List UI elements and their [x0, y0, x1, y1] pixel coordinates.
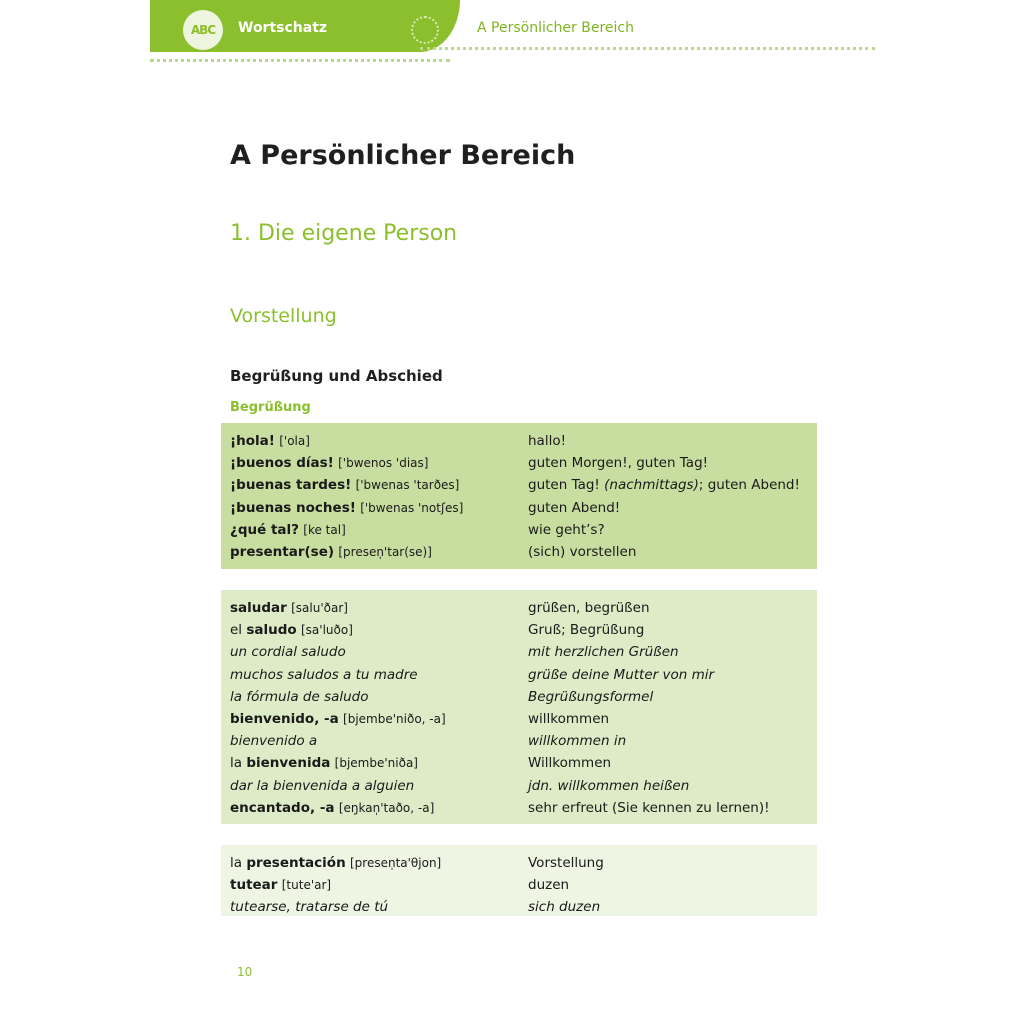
spanish-term — [230, 544, 528, 560]
german-translation — [528, 877, 817, 893]
vocab-row — [230, 430, 817, 452]
translation-text: guten Abend! — [528, 499, 621, 516]
vocab-row — [230, 686, 817, 708]
vocab-row — [230, 452, 817, 474]
vocab-row — [230, 597, 817, 619]
spanish-term — [230, 800, 528, 816]
headword: bienvenido, -a — [230, 711, 339, 728]
vocab-row — [230, 519, 817, 541]
translation-text: sehr erfreut (Sie kennen zu lernen)! — [528, 799, 770, 816]
translation-italic: jdn. willkommen heißen — [528, 777, 690, 794]
translation-text: hallo! — [528, 433, 567, 450]
german-translation — [528, 711, 817, 727]
spanish-term — [230, 644, 528, 660]
headword: presentar(se) — [230, 544, 335, 561]
pronunciation: [ke tal] — [303, 522, 346, 537]
translation-text: guten Morgen!, guten Tag! — [528, 455, 709, 472]
german-translation — [528, 689, 817, 705]
spanish-term — [230, 877, 528, 893]
german-translation — [528, 778, 817, 794]
pronunciation: [salu'ðar] — [291, 601, 348, 616]
article: la — [230, 755, 247, 772]
pronunciation: [bjembe'niðo, -a] — [343, 712, 446, 727]
spanish-term — [230, 500, 528, 516]
vocab-row — [230, 896, 817, 918]
headword: encantado, -a — [230, 799, 335, 816]
pronunciation: [sa'luðo] — [300, 623, 353, 638]
translation-italic: willkommen in — [528, 733, 627, 750]
translation-italic: sich duzen — [528, 899, 601, 916]
spanish-term — [230, 755, 528, 771]
spanish-term — [230, 455, 528, 471]
subsection-title: Vorstellung — [230, 305, 337, 327]
article: el — [230, 622, 247, 639]
spanish-term — [230, 711, 528, 727]
german-translation — [528, 622, 817, 638]
example-phrase: dar la bienvenida a alguien — [230, 777, 415, 794]
spanish-term — [230, 855, 528, 871]
headword: tutear — [230, 877, 278, 894]
spanish-term — [230, 600, 528, 616]
german-translation — [528, 733, 817, 749]
headword: saludar — [230, 600, 287, 617]
vocab-row — [230, 797, 817, 819]
chapter-title: A Persönlicher Bereich — [230, 140, 576, 171]
vocab-row — [230, 752, 817, 774]
example-phrase: muchos saludos a tu madre — [230, 666, 418, 683]
running-head: A Persönlicher Bereich — [477, 20, 634, 36]
german-translation — [528, 600, 817, 616]
translation-italic: grüße deine Mutter von mir — [528, 666, 715, 683]
translation-italic: Begrüßungsformel — [528, 688, 654, 705]
translation-text: Willkommen — [528, 755, 612, 772]
headword: ¿qué tal? — [230, 521, 299, 538]
spanish-term — [230, 733, 528, 749]
headword: ¡buenos días! — [230, 455, 334, 472]
spanish-term — [230, 899, 528, 915]
pronunciation: ['ola] — [279, 434, 310, 449]
vocab-row — [230, 874, 817, 896]
pronunciation: ['bwenas 'tarðes] — [355, 478, 460, 493]
translation-italic: (nachmittags) — [604, 477, 699, 494]
translation-text: (sich) vorstellen — [528, 544, 637, 561]
translation-suffix: ; guten Abend! — [698, 477, 800, 494]
example-phrase: tutearse, tratarse de tú — [230, 899, 389, 916]
vocab-row — [230, 664, 817, 686]
headword: bienvenida — [246, 755, 331, 772]
translation-text: guten Tag! — [528, 477, 605, 494]
article: la — [230, 855, 247, 872]
translation-italic: mit herzlichen Grüßen — [528, 644, 679, 661]
german-translation — [528, 477, 817, 493]
vocab-row — [230, 619, 817, 641]
example-phrase: un cordial saludo — [230, 644, 346, 661]
translation-text: Vorstellung — [528, 855, 604, 872]
spanish-term — [230, 433, 528, 449]
pronunciation: [presen̩'tar(se)] — [338, 545, 432, 560]
topic-title: Begrüßung und Abschied — [230, 367, 443, 385]
german-translation — [528, 544, 817, 560]
page-number: 10 — [237, 965, 253, 979]
translation-text: Gruß; Begrüßung — [528, 622, 645, 639]
translation-text: duzen — [528, 877, 570, 894]
german-translation — [528, 522, 817, 538]
german-translation — [528, 433, 817, 449]
german-translation — [528, 855, 817, 871]
pronunciation: [bjembe'niða] — [334, 756, 418, 771]
vocab-row — [230, 775, 817, 797]
vocab-block — [221, 423, 817, 569]
pronunciation: [presen̩ta'θjon] — [349, 856, 442, 871]
spanish-term — [230, 522, 528, 538]
headword: ¡buenas tardes! — [230, 477, 352, 494]
subtopic-title: Begrüßung — [230, 400, 311, 415]
pronunciation: [tute'ar] — [281, 878, 332, 893]
headword: saludo — [246, 622, 297, 639]
vocab-row — [230, 852, 817, 874]
german-translation — [528, 800, 817, 816]
german-translation — [528, 455, 817, 471]
headword: ¡hola! — [230, 433, 275, 450]
german-translation — [528, 755, 817, 771]
dotted-circle-icon — [411, 16, 439, 44]
vocab-block — [221, 845, 817, 916]
translation-text: wie geht’s? — [528, 521, 605, 538]
german-translation — [528, 644, 817, 660]
vocab-row — [230, 541, 817, 563]
translation-text: willkommen — [528, 711, 610, 728]
pronunciation: ['bwenos 'dias] — [338, 456, 429, 471]
vocab-row — [230, 730, 817, 752]
translation-text: grüßen, begrüßen — [528, 600, 650, 617]
section-title: 1. Die eigene Person — [230, 221, 458, 246]
header-dotted-line — [420, 47, 875, 50]
abc-badge-icon — [183, 10, 223, 50]
spanish-term — [230, 667, 528, 683]
pronunciation: ['bwenas 'notʃes] — [360, 500, 464, 515]
vocab-row — [230, 497, 817, 519]
header-label: Wortschatz — [238, 20, 328, 36]
german-translation — [528, 667, 817, 683]
example-phrase: la fórmula de saludo — [230, 688, 369, 705]
german-translation — [528, 899, 817, 915]
headword: ¡buenas noches! — [230, 499, 356, 516]
header-dotted-line-lower — [150, 59, 450, 62]
vocab-block — [221, 590, 817, 824]
vocab-row — [230, 641, 817, 663]
vocab-row — [230, 474, 817, 496]
pronunciation: [eŋkan̩'taðo, -a] — [338, 800, 435, 815]
abc-badge-text: ABC — [190, 23, 216, 37]
spanish-term — [230, 477, 528, 493]
headword: presentación — [246, 855, 346, 872]
vocab-row — [230, 708, 817, 730]
example-phrase: bienvenido a — [230, 733, 318, 750]
spanish-term — [230, 778, 528, 794]
spanish-term — [230, 622, 528, 638]
german-translation — [528, 500, 817, 516]
spanish-term — [230, 689, 528, 705]
